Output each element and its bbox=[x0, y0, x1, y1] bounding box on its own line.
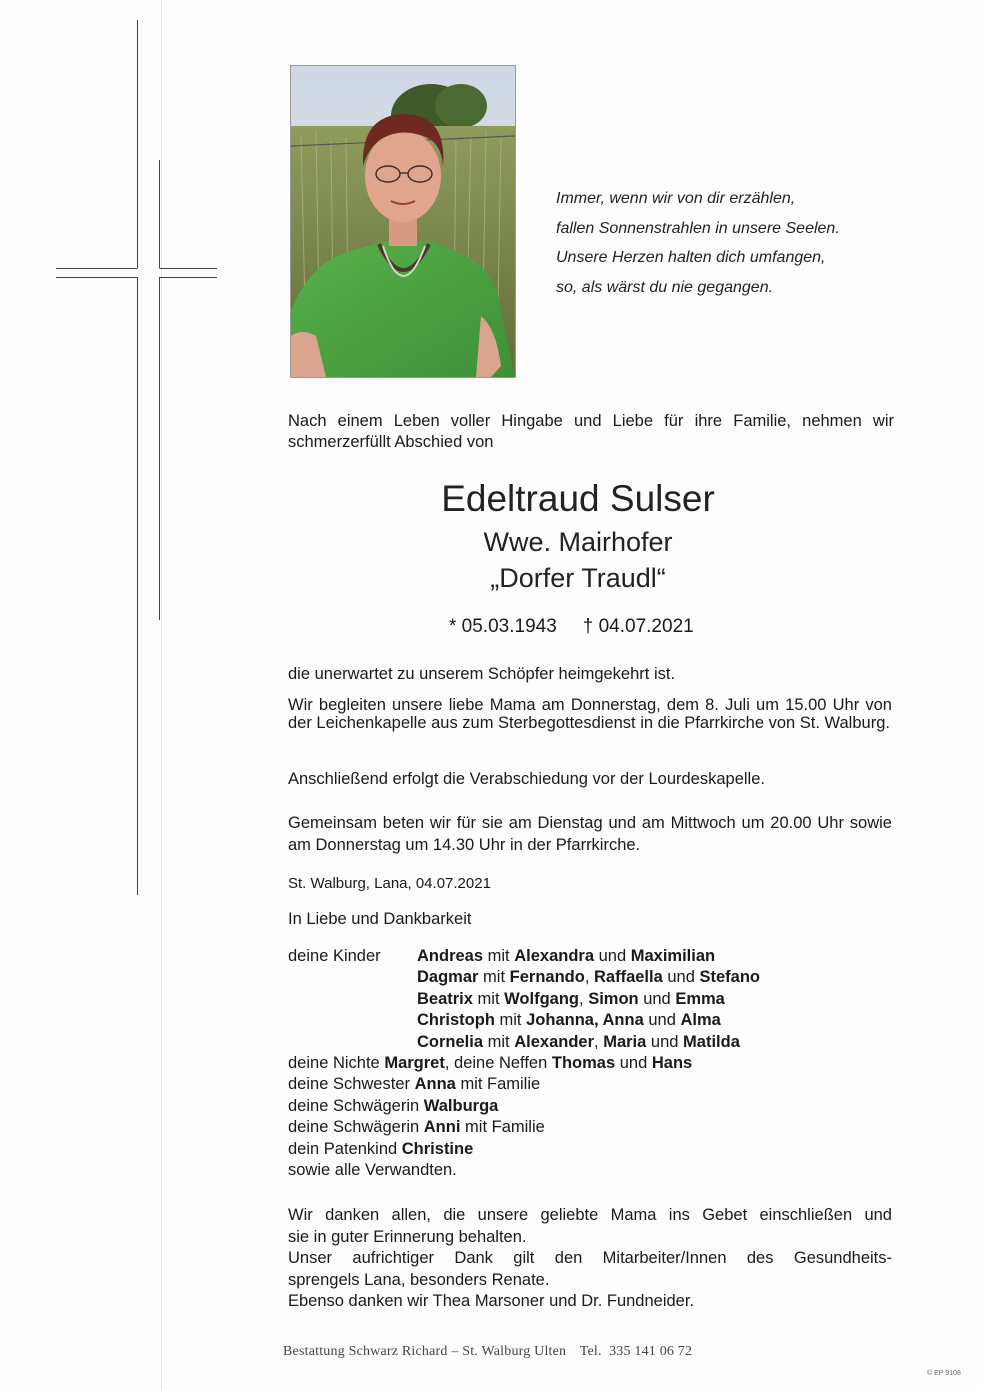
partner-name: Fernando bbox=[509, 968, 585, 987]
connector: und bbox=[667, 968, 695, 987]
phone-number: 335 141 06 72 bbox=[609, 1344, 693, 1359]
grandchild-name: Maria bbox=[603, 1032, 647, 1051]
connector: , bbox=[579, 989, 584, 1008]
print-code: © EP 9108 bbox=[927, 1370, 961, 1377]
life-dates bbox=[449, 615, 694, 639]
portrait-photo bbox=[290, 65, 516, 378]
relative-name: Anna bbox=[414, 1075, 456, 1094]
connector: mit bbox=[487, 947, 510, 965]
relatives-text: sowie alle Verwandten. bbox=[288, 1161, 457, 1180]
child-name: Cornelia bbox=[417, 1032, 484, 1051]
relation-label: dein Patenkind bbox=[288, 1139, 398, 1158]
grandchild-name: Stefano bbox=[699, 968, 761, 987]
grandchild-name: Matilda bbox=[683, 1032, 740, 1051]
place-date: St. Walburg, Lana, 04.07.2021 bbox=[288, 875, 491, 892]
children-label: deine Kinder bbox=[288, 947, 381, 965]
intro-text: Nach einem Leben voller Hingabe und Liebe für ihre Familie, nehmen wir schmerzerfüllt Abschied von bbox=[288, 412, 894, 451]
partner-name: Alexander bbox=[514, 1032, 595, 1051]
list-item bbox=[288, 946, 760, 967]
connector: mit Familie bbox=[465, 1118, 545, 1137]
poem-line: Immer, wenn wir von dir erzählen, bbox=[556, 190, 796, 207]
death-date: † 04.07.2021 bbox=[582, 616, 694, 637]
relative-name: Anni bbox=[423, 1118, 461, 1137]
connector: und bbox=[648, 1011, 676, 1030]
relative-name: Hans bbox=[651, 1054, 693, 1073]
connector: mit Familie bbox=[460, 1075, 541, 1094]
connector: und bbox=[643, 989, 671, 1008]
poem-line: Unsere Herzen halten dich umfangen, bbox=[556, 249, 826, 266]
cross-icon bbox=[0, 0, 240, 900]
family-list bbox=[288, 946, 760, 1181]
grandchild-name: Maximilian bbox=[630, 947, 716, 965]
prayer-text: Gemeinsam beten wir für sie am Dienstag und am Mittwoch um 20.00 Uhr sowie am Donnerstag um 14.30 Uhr in der Pfarrkirche. bbox=[288, 814, 892, 854]
relative-name: Margret bbox=[384, 1054, 445, 1073]
relative-name: Walburga bbox=[423, 1096, 499, 1115]
connector: , bbox=[594, 1032, 599, 1051]
relative-name: Thomas bbox=[551, 1054, 616, 1073]
farewell-text: Anschließend erfolgt die Verabschiedung vor der Lourdeskapelle. bbox=[288, 770, 765, 788]
grandchild-name: Alma bbox=[680, 1011, 721, 1030]
connector: und bbox=[650, 1032, 679, 1051]
list-item bbox=[288, 1139, 760, 1160]
list-item bbox=[288, 989, 760, 1010]
connector: mit bbox=[477, 989, 500, 1008]
relation-label: deine Schwägerin bbox=[288, 1118, 420, 1137]
connector: und bbox=[619, 1054, 648, 1073]
child-name: Beatrix bbox=[417, 989, 473, 1008]
thanks-text bbox=[288, 1205, 892, 1313]
birth-date: * 05.03.1943 bbox=[449, 616, 557, 637]
widow-name: Wwe. Mairhofer bbox=[483, 527, 673, 557]
portrait-illustration bbox=[291, 66, 515, 377]
relative-name: Christine bbox=[401, 1139, 474, 1158]
list-item bbox=[288, 1117, 760, 1138]
child-name: Dagmar bbox=[417, 968, 479, 987]
relation-label: deine Schwester bbox=[288, 1075, 410, 1094]
list-item bbox=[288, 1053, 760, 1074]
footer-dash: – bbox=[451, 1344, 459, 1359]
connector: mit bbox=[483, 968, 506, 987]
relation-label: deine Schwägerin bbox=[288, 1096, 420, 1115]
deceased-name: Edeltraud Sulser bbox=[441, 478, 715, 519]
child-name: Christoph bbox=[417, 1011, 495, 1030]
relation-label: deine Nichte bbox=[288, 1054, 380, 1073]
passed-text: die unerwartet zu unserem Schöpfer heimgekehrt ist. bbox=[288, 665, 676, 683]
phone-label: Tel. bbox=[579, 1344, 602, 1359]
nickname: „Dorfer Traudl“ bbox=[490, 563, 666, 593]
connector: , bbox=[584, 968, 590, 987]
list-item bbox=[288, 1160, 760, 1181]
list-item bbox=[288, 1032, 760, 1053]
grandchild-name: Emma bbox=[675, 989, 725, 1008]
thanks-line: sprengels Lana, besonders Renate. bbox=[288, 1270, 550, 1289]
thanks-line: Wir danken allen, die unsere geliebte Mama ins Gebet einschließen und bbox=[288, 1206, 892, 1224]
connector: mit bbox=[499, 1011, 522, 1030]
poem-line: fallen Sonnenstrahlen in unsere Seelen. bbox=[556, 219, 840, 237]
list-item bbox=[288, 967, 760, 988]
partner-name: Johanna, Anna bbox=[526, 1011, 644, 1030]
footer bbox=[283, 1344, 692, 1360]
funeral-text: Wir begleiten unsere liebe Mama am Donnerstag, dem 8. Juli um 15.00 Uhr von der Leichenkapelle aus zum Sterbegottesdienst in die Pfarrkirche von St. Walburg. bbox=[288, 696, 892, 732]
company-name: Bestattung Schwarz Richard bbox=[283, 1344, 448, 1359]
poem bbox=[556, 184, 916, 302]
poem-line: so, als wärst du nie gegangen. bbox=[556, 278, 774, 296]
grandchild-name: Simon bbox=[588, 989, 639, 1008]
partner-name: Wolfgang bbox=[504, 989, 579, 1008]
list-item bbox=[288, 1010, 760, 1031]
list-item bbox=[288, 1074, 760, 1095]
connector: mit bbox=[487, 1032, 510, 1051]
list-item bbox=[288, 1096, 760, 1117]
company-location: St. Walburg Ulten bbox=[462, 1344, 567, 1359]
closing-text: In Liebe und Dankbarkeit bbox=[288, 910, 472, 928]
grandchild-name: Raffaella bbox=[594, 968, 663, 987]
thanks-line: sie in guter Erinnerung behalten. bbox=[288, 1227, 527, 1246]
thanks-line: Ebenso danken wir Thea Marsoner und Dr. Fundneider. bbox=[288, 1292, 695, 1310]
child-name: Andreas bbox=[417, 947, 484, 965]
connector: und bbox=[598, 947, 627, 965]
relation-label: , deine Neffen bbox=[444, 1054, 548, 1073]
partner-name: Alexandra bbox=[514, 947, 595, 965]
thanks-line: Unser aufrichtiger Dank gilt den Mitarbeiter/Innen des Gesundheits- bbox=[288, 1249, 892, 1267]
